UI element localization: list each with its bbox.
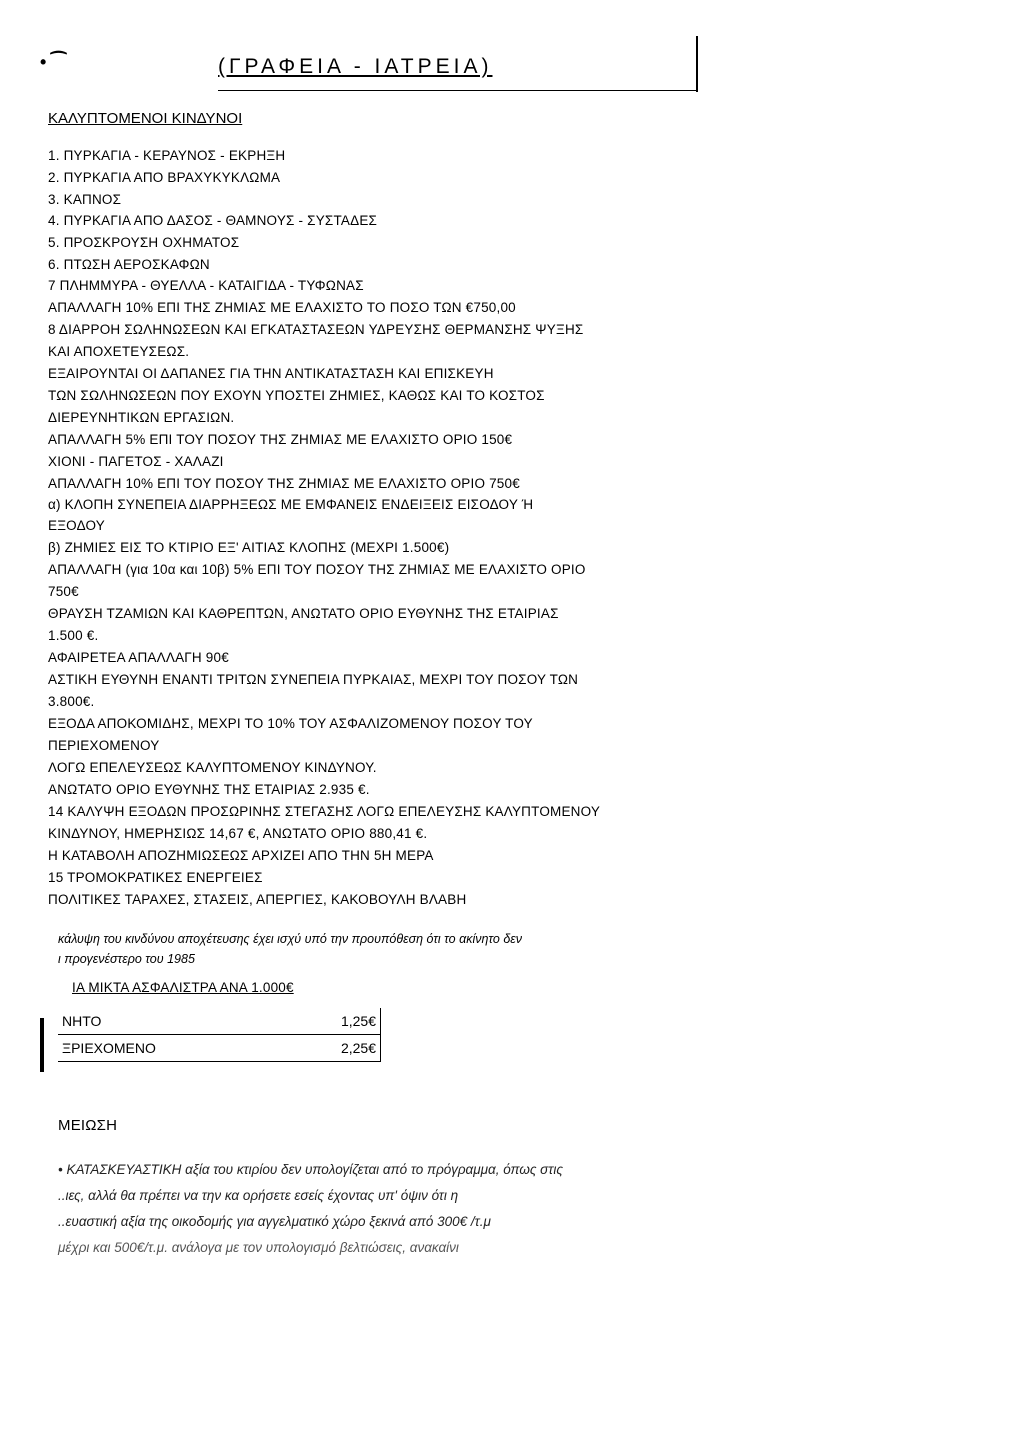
section-heading: ΚΑΛΥΠΤΟΜΕΝΟΙ ΚΙΝΔΥΝΟΙ [48, 110, 243, 127]
left-margin-bar [40, 1018, 44, 1072]
list-item: ΤΩΝ ΣΩΛΗΝΩΣΕΩΝ ΠΟΥ ΕΧΟΥΝ ΥΠΟΣΤΕΙ ΖΗΜΙΕΣ, ΚΑΘΩΣ ΚΑΙ ΤΟ ΚΟΣΤΟΣ [48, 388, 545, 403]
list-item: 1.500 €. [48, 628, 99, 643]
list-item: ΑΠΑΛΛΑΓΗ (για 10α και 10β) 5% ΕΠΙ ΤΟΥ ΠΟΣΟΥ ΤΗΣ ΖΗΜΙΑΣ ΜΕ ΕΛΑΧΙΣΤΟ ΟΡΙΟ [48, 562, 586, 577]
rate-label: ΞΡΙΕΧΟΜΕΝΟ [58, 1035, 314, 1062]
list-item: 5. ΠΡΟΣΚΡΟΥΣΗ ΟΧΗΜΑΤΟΣ [48, 235, 240, 250]
table-row [58, 1035, 381, 1062]
list-item: ΚΙΝΔΥΝΟΥ, ΗΜΕΡΗΣΙΩΣ 14,67 €, ΑΝΩΤΑΤΟ ΟΡΙΟ 880,41 €. [48, 826, 428, 841]
list-item: 4. ΠΥΡΚΑΓΙΑ ΑΠΟ ΔΑΣΟΣ - ΘΑΜΝΟΥΣ - ΣΥΣΤΑΔΕΣ [48, 213, 378, 228]
list-item: 15 ΤΡΟΜΟΚΡΑΤΙΚΕΣ ΕΝΕΡΓΕΙΕΣ [48, 870, 263, 885]
list-item: ΛΟΓΩ ΕΠΕΛΕΥΣΕΩΣ ΚΑΛΥΠΤΟΜΕΝΟΥ ΚΙΝΔΥΝΟΥ. [48, 760, 377, 775]
list-item: α) ΚΛΟΠΗ ΣΥΝΕΠΕΙΑ ΔΙΑΡΡΗΞΕΩΣ ΜΕ ΕΜΦΑΝΕΙΣ ΕΝΔΕΙΞΕΙΣ ΕΙΣΟΔΟΥ Ή [48, 497, 534, 512]
rates-heading: ΙΑ ΜΙΚΤΑ ΑΣΦΑΛΙΣΤΡΑ ΑΝΑ 1.000€ [72, 980, 294, 995]
list-item: ΕΞΑΙΡΟΥΝΤΑΙ ΟΙ ΔΑΠΑΝΕΣ ΓΙΑ ΤΗΝ ΑΝΤΙΚΑΤΑΣΤΑΣΗ ΚΑΙ ΕΠΙΣΚΕΥΗ [48, 366, 494, 381]
list-item: ΕΞΟΔΟΥ [48, 518, 105, 533]
list-item: ΑΝΩΤΑΤΟ ΟΡΙΟ ΕΥΘΥΝΗΣ ΤΗΣ ΕΤΑΙΡΙΑΣ 2.935 €. [48, 782, 370, 797]
discount-line: ..ιες, αλλά θα πρέπει να την κα ορήσετε εσείς έχοντας υπ' όψιν ότι η [58, 1188, 459, 1203]
rate-value: 2,25€ [314, 1035, 381, 1062]
list-item: β) ΖΗΜΙΕΣ ΕΙΣ ΤΟ ΚΤΙΡΙΟ ΕΞ' ΑΙΤΙΑΣ ΚΛΟΠΗΣ (ΜΕΧΡΙ 1.500€) [48, 540, 450, 555]
rates-table [58, 1008, 381, 1062]
list-item: ΑΦΑΙΡΕΤΕΑ ΑΠΑΛΛΑΓΗ 90€ [48, 650, 229, 665]
list-item: ΕΞΟΔΑ ΑΠΟΚΟΜΙΔΗΣ, ΜΕΧΡΙ ΤΟ 10% ΤΟΥ ΑΣΦΑΛΙΖΟΜΕΝΟΥ ΠΟΣΟΥ ΤΟΥ [48, 716, 533, 731]
list-item: 7 ΠΛΗΜΜΥΡΑ - ΘΥΕΛΛΑ - ΚΑΤΑΙΓΙΔΑ - ΤΥΦΩΝΑΣ [48, 278, 364, 293]
list-item: ΘΡΑΥΣΗ ΤΖΑΜΙΩΝ ΚΑΙ ΚΑΘΡΕΠΤΩΝ, ΑΝΩΤΑΤΟ ΟΡΙΟ ΕΥΘΥΝΗΣ ΤΗΣ ΕΤΑΙΡΙΑΣ [48, 606, 559, 621]
list-item: ΠΟΛΙΤΙΚΕΣ ΤΑΡΑΧΕΣ, ΣΤΑΣΕΙΣ, ΑΠΕΡΓΙΕΣ, ΚΑΚΟΒΟΥΛΗ ΒΛΑΒΗ [48, 892, 467, 907]
list-item: 8 ΔΙΑΡΡΟΗ ΣΩΛΗΝΩΣΕΩΝ ΚΑΙ ΕΓΚΑΤΑΣΤΑΣΕΩΝ ΥΔΡΕΥΣΗΣ ΘΕΡΜΑΝΣΗΣ ΨΥΞΗΣ [48, 322, 584, 337]
list-item: ΑΠΑΛΛΑΓΗ 10% ΕΠΙ ΤΗΣ ΖΗΜΙΑΣ ΜΕ ΕΛΑΧΙΣΤΟ ΤΟ ΠΟΣΟ ΤΩΝ €750,00 [48, 300, 516, 315]
list-item: ΠΕΡΙΕΧΟΜΕΝΟΥ [48, 738, 160, 753]
list-item: 750€ [48, 584, 79, 599]
table-row [58, 1008, 381, 1035]
list-item: 14 ΚΑΛΥΨΗ ΕΞΟΔΩΝ ΠΡΟΣΩΡΙΝΗΣ ΣΤΕΓΑΣΗΣ ΛΟΓΩ ΕΠΕΛΕΥΣΗΣ ΚΑΛΥΠΤΟΜΕΝΟΥ [48, 804, 601, 819]
discount-line: ..ευαστική αξία της οικοδομής για αγγελματικό χώρο ξεκινά από 300€ /τ.μ [58, 1214, 491, 1229]
list-item: ΑΣΤΙΚΗ ΕΥΘΥΝΗ ΕΝΑΝΤΙ ΤΡΙΤΩΝ ΣΥΝΕΠΕΙΑ ΠΥΡΚΑΙΑΣ, ΜΕΧΡΙ ΤΟΥ ΠΟΣΟΥ ΤΩΝ [48, 672, 579, 687]
rate-value: 1,25€ [314, 1008, 381, 1035]
list-item: 3. ΚΑΠΝΟΣ [48, 192, 122, 207]
list-item: 2. ΠΥΡΚΑΓΙΑ ΑΠΟ ΒΡΑΧΥΚΥΚΛΩΜΑ [48, 170, 281, 185]
title-rule [218, 90, 696, 91]
note-line: κάλυψη του κινδύνου αποχέτευσης έχει ισχύ υπό την προυπόθεση ότι το ακίνητο δεν [58, 932, 523, 946]
discount-line: • ΚΑΤΑΣΚΕΥΑΣΤΙΚΗ αξία του κτιρίου δεν υπολογίζεται από το πρόγραμμα, όπως στις [58, 1162, 563, 1177]
list-item: ΑΠΑΛΛΑΓΗ 5% ΕΠΙ ΤΟΥ ΠΟΣΟΥ ΤΗΣ ΖΗΜΙΑΣ ΜΕ ΕΛΑΧΙΣΤΟ ΟΡΙΟ 150€ [48, 432, 513, 447]
page-title: (ΓΡΑΦΕΙΑ - ΙΑΤΡΕΙΑ) [218, 55, 493, 78]
list-item: 3.800€. [48, 694, 95, 709]
list-item: ΑΠΑΛΛΑΓΗ 10% ΕΠΙ ΤΟΥ ΠΟΣΟΥ ΤΗΣ ΖΗΜΙΑΣ ΜΕ ΕΛΑΧΙΣΤΟ ΟΡΙΟ 750€ [48, 476, 520, 491]
discount-line: μέχρι και 500€/τ.μ. ανάλογα με τον υπολογισμό βελτιώσεις, ανακαίνι [58, 1240, 459, 1255]
list-item: 6. ΠΤΩΣΗ ΑΕΡΟΣΚΑΦΩΝ [48, 257, 210, 272]
list-item: ΧΙΟΝΙ - ΠΑΓΕΤΟΣ - ΧΑΛΑΖΙ [48, 454, 224, 469]
list-item: ΔΙΕΡΕΥΝΗΤΙΚΩΝ ΕΡΓΑΣΙΩΝ. [48, 410, 235, 425]
discount-heading: ΜΕΙΩΣΗ [58, 1117, 118, 1134]
corner-mark: • ⁀ [40, 52, 66, 72]
note-line: ι προγενέστερο του 1985 [58, 952, 195, 966]
list-item: ΚΑΙ ΑΠΟΧΕΤΕΥΣΕΩΣ. [48, 344, 190, 359]
vertical-rule [696, 36, 698, 92]
list-item: Η ΚΑΤΑΒΟΛΗ ΑΠΟΖΗΜΙΩΣΕΩΣ ΑΡΧΙΖΕΙ ΑΠΟ ΤΗΝ 5Η ΜΕΡΑ [48, 848, 434, 863]
list-item: 1. ΠΥΡΚΑΓΙΑ - ΚΕΡΑΥΝΟΣ - ΕΚΡΗΞΗ [48, 148, 286, 163]
rate-label: ΝΗΤΟ [58, 1008, 314, 1035]
